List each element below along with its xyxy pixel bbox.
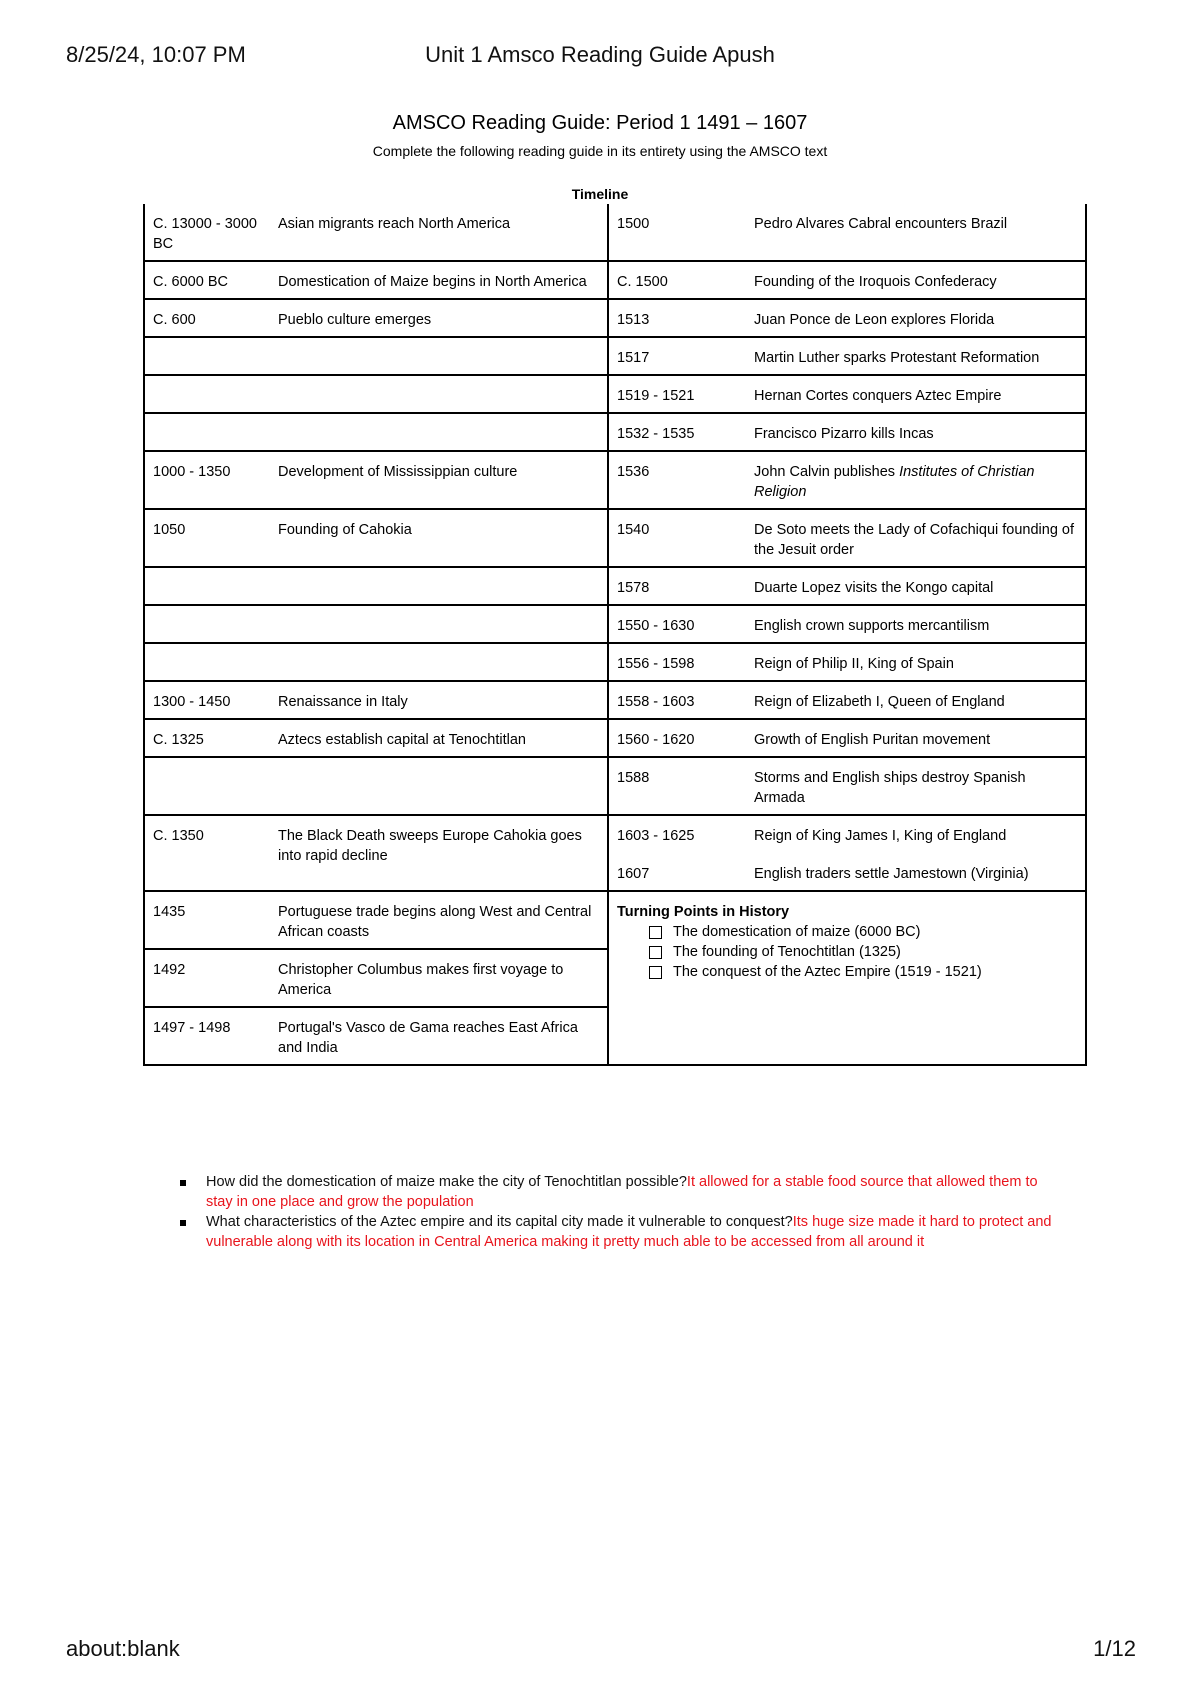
right-event-text: De Soto meets the Lady of Cofachiqui founding of the Jesuit order [754, 522, 1075, 558]
left-event [270, 605, 608, 643]
checkbox-icon [649, 966, 662, 979]
right-date: 1536 [608, 451, 746, 509]
right-event-text: Pedro Alvares Cabral encounters Brazil [754, 216, 1008, 232]
right-event-text: Juan Ponce de Leon explores Florida [754, 312, 995, 328]
question-text: How did the domestication of maize make the city of Tenochtitlan possible? [206, 1174, 687, 1190]
left-event: Portuguese trade begins along West and Central African coasts [270, 891, 608, 949]
left-date: 1497 - 1498 [144, 1007, 270, 1065]
timeline-row [144, 815, 1086, 891]
turning-points-title: Turning Points in History [617, 904, 790, 920]
timeline-row [144, 643, 1086, 681]
left-event: Aztecs establish capital at Tenochtitlan [270, 719, 608, 757]
left-event: Portugal's Vasco de Gama reaches East Africa and India [270, 1007, 608, 1065]
turning-point-text: The domestication of maize (6000 BC) [673, 924, 921, 940]
left-date: C. 600 [144, 299, 270, 337]
left-event: Domestication of Maize begins in North America [270, 261, 608, 299]
right-event [746, 451, 1086, 509]
timeline-row [144, 719, 1086, 757]
left-event [270, 375, 608, 413]
right-date: 1556 - 1598 [608, 643, 746, 681]
right-event-text: Francisco Pizarro kills Incas [754, 426, 934, 442]
left-date: 1050 [144, 509, 270, 567]
questions-list [180, 1172, 1060, 1252]
turning-point-text: The conquest of the Aztec Empire (1519 - 1521) [673, 964, 982, 980]
timeline-row [144, 567, 1086, 605]
checkbox-icon [649, 946, 662, 959]
right-date: 1540 [608, 509, 746, 567]
question-text: What characteristics of the Aztec empire and its capital city made it vulnerable to conquest? [206, 1214, 793, 1230]
left-date [144, 567, 270, 605]
right-event-text: Reign of Elizabeth I, Queen of England [754, 694, 1005, 710]
left-event: Renaissance in Italy [270, 681, 608, 719]
right-event [746, 719, 1086, 757]
print-document-title: Unit 1 Amsco Reading Guide Apush [425, 42, 775, 67]
left-date: C. 1325 [144, 719, 270, 757]
left-date [144, 643, 270, 681]
timeline-row [144, 757, 1086, 815]
left-date: C. 6000 BC [144, 261, 270, 299]
answer-text: Its huge size made it hard to protect and vulnerable along with its location in Central America making it pretty much able to be accessed from all around it [206, 1214, 1052, 1250]
timeline-row [144, 681, 1086, 719]
left-event [270, 643, 608, 681]
right-event [746, 375, 1086, 413]
right-date: 1550 - 1630 [608, 605, 746, 643]
left-event [270, 337, 608, 375]
answer-text: It allowed for a stable food source that allowed them to stay in one place and grow the population [206, 1174, 1038, 1210]
left-event: Asian migrants reach North America [270, 204, 608, 261]
left-date [144, 337, 270, 375]
print-header [0, 42, 1200, 72]
timeline-row [144, 605, 1086, 643]
left-event: Development of Mississippian culture [270, 451, 608, 509]
left-date [144, 757, 270, 815]
left-event [270, 757, 608, 815]
timeline-row [144, 375, 1086, 413]
right-event-text: English crown supports mercantilism [754, 618, 990, 634]
left-date [144, 605, 270, 643]
timeline-row [144, 261, 1086, 299]
print-url: about:blank [66, 1636, 180, 1661]
right-event [746, 567, 1086, 605]
turning-points-list [617, 922, 1079, 982]
right-event [746, 337, 1086, 375]
right-date-text: 1603 - 1625 [617, 828, 695, 844]
right-event [746, 413, 1086, 451]
guide-title: AMSCO Reading Guide: Period 1 1491 – 1607 [392, 112, 808, 134]
left-date [144, 413, 270, 451]
right-event [746, 605, 1086, 643]
timeline-row [144, 299, 1086, 337]
timeline-heading: Timeline [571, 186, 629, 202]
left-date: 1435 [144, 891, 270, 949]
left-date [144, 375, 270, 413]
turning-point-item [647, 942, 1079, 962]
right-date: 1558 - 1603 [608, 681, 746, 719]
right-event [746, 757, 1086, 815]
right-event-text: Reign of King James I, King of England [754, 828, 1007, 844]
turning-point-item [647, 922, 1079, 942]
right-event [746, 261, 1086, 299]
checkbox-icon [649, 926, 662, 939]
right-date: 1588 [608, 757, 746, 815]
turning-points-cell [608, 891, 1086, 1065]
question-item [180, 1212, 1060, 1252]
left-event: Founding of Cahokia [270, 509, 608, 567]
right-event-text: John Calvin publishes [754, 464, 900, 480]
timeline-table [143, 204, 1087, 1066]
right-event [746, 815, 1086, 891]
question-item [180, 1172, 1060, 1212]
bullet-icon [180, 1180, 186, 1186]
right-date: C. 1500 [608, 261, 746, 299]
left-date: C. 13000 - 3000 BC [144, 204, 270, 261]
right-event-text: Duarte Lopez visits the Kongo capital [754, 580, 994, 596]
left-date: C. 1350 [144, 815, 270, 891]
left-event: The Black Death sweeps Europe Cahokia goes into rapid decline [270, 815, 608, 891]
right-event-text: Growth of English Puritan movement [754, 732, 991, 748]
right-event-text: Founding of the Iroquois Confederacy [754, 274, 997, 290]
right-event [746, 681, 1086, 719]
right-event [746, 509, 1086, 567]
bullet-icon [180, 1220, 186, 1226]
guide-subtitle: Complete the following reading guide in its entirety using the AMSCO text [372, 143, 828, 159]
timeline-body [144, 204, 1086, 1065]
timeline-row [144, 204, 1086, 261]
right-event-text: Hernan Cortes conquers Aztec Empire [754, 388, 1002, 404]
turning-point-item [647, 962, 1079, 982]
timeline-row [144, 451, 1086, 509]
left-date: 1492 [144, 949, 270, 1007]
right-event-text: English traders settle Jamestown (Virginia) [754, 866, 1029, 882]
right-date: 1532 - 1535 [608, 413, 746, 451]
left-date: 1000 - 1350 [144, 451, 270, 509]
right-event [746, 643, 1086, 681]
timeline-row [144, 413, 1086, 451]
right-event-text: Martin Luther sparks Protestant Reformation [754, 350, 1040, 366]
print-page-number: 1/12 [1093, 1636, 1136, 1661]
right-date: 1500 [608, 204, 746, 261]
timeline-row [144, 509, 1086, 567]
right-event-text: Storms and English ships destroy Spanish Armada [754, 770, 1026, 806]
print-footer [0, 1636, 1200, 1666]
left-event [270, 413, 608, 451]
right-event-text: Reign of Philip II, King of Spain [754, 656, 954, 672]
left-event: Pueblo culture emerges [270, 299, 608, 337]
right-event [746, 204, 1086, 261]
left-event [270, 567, 608, 605]
turning-point-text: The founding of Tenochtitlan (1325) [673, 944, 901, 960]
right-date: 1560 - 1620 [608, 719, 746, 757]
print-date: 8/25/24, 10:07 PM [66, 42, 246, 67]
right-date: 1513 [608, 299, 746, 337]
right-date: 1519 - 1521 [608, 375, 746, 413]
right-date-text: 1607 [617, 866, 650, 882]
left-date: 1300 - 1450 [144, 681, 270, 719]
right-event-italic-text: Institutes of Christian Religion [754, 464, 1035, 500]
left-event: Christopher Columbus makes first voyage to America [270, 949, 608, 1007]
right-date: 1578 [608, 567, 746, 605]
right-date [608, 815, 746, 891]
right-event [746, 299, 1086, 337]
timeline-row [144, 891, 1086, 949]
right-date: 1517 [608, 337, 746, 375]
timeline-row [144, 337, 1086, 375]
